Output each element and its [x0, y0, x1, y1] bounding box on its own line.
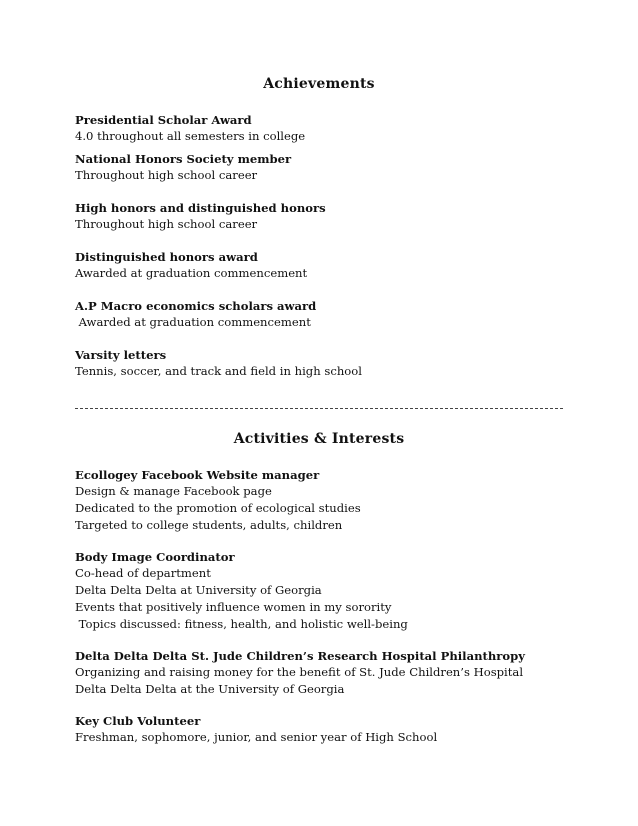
entry-title: Presidential Scholar Award	[75, 113, 252, 127]
activities-entry	[75, 467, 595, 534]
entry-detail: Awarded at graduation commencement	[75, 266, 308, 280]
achievements-entry	[75, 298, 595, 331]
activities-entry	[75, 648, 595, 698]
entry-detail: Awarded at graduation commencement	[75, 315, 311, 329]
entry-title: Distinguished honors award	[75, 250, 258, 264]
entry-title: High honors and distinguished honors	[75, 201, 326, 215]
achievements-heading: Achievements	[263, 76, 375, 92]
achievements-entry	[75, 347, 595, 380]
entry-title: National Honors Society member	[75, 152, 292, 166]
activities-list	[75, 467, 595, 761]
entry-detail: Throughout high school career	[75, 217, 258, 231]
achievements-list	[75, 112, 595, 396]
activities-entry	[75, 549, 595, 633]
entry-title: Key Club Volunteer	[75, 714, 201, 728]
entry-detail: Design & manage Facebook page	[75, 484, 272, 498]
activities-heading: Activities & Interests	[233, 431, 405, 447]
entry-title: Ecollogey Facebook Website manager	[75, 468, 320, 482]
entry-detail: Delta Delta Delta at the University of Georgia	[75, 682, 345, 696]
activities-entry	[75, 713, 595, 746]
entry-detail: Delta Delta Delta at University of Georgia	[75, 583, 322, 597]
achievements-entry	[75, 200, 595, 233]
entry-detail: Dedicated to the promotion of ecological studies	[75, 501, 361, 515]
entry-title: Varsity letters	[75, 348, 167, 362]
entry-detail: Co-head of department	[75, 566, 211, 580]
achievements-entry	[75, 151, 595, 184]
entry-detail: Freshman, sophomore, junior, and senior year of High School	[75, 730, 438, 744]
entry-detail: Targeted to college students, adults, children	[75, 518, 343, 532]
entry-detail: Organizing and raising money for the benefit of St. Jude Children’s Hospital	[75, 665, 524, 679]
entry-title: Delta Delta Delta St. Jude Children’s Research Hospital Philanthropy	[75, 649, 525, 663]
entry-detail: Throughout high school career	[75, 168, 258, 182]
entry-title: Body Image Coordinator	[75, 550, 235, 564]
entry-detail: 4.0 throughout all semesters in college	[75, 129, 306, 143]
entry-detail: Events that positively influence women in my sorority	[75, 600, 392, 614]
achievements-entry	[75, 249, 595, 282]
entry-detail: Tennis, soccer, and track and field in high school	[75, 364, 362, 378]
entry-detail: Topics discussed: fitness, health, and holistic well-being	[75, 617, 408, 631]
achievements-entry	[75, 112, 595, 145]
section-divider	[75, 408, 563, 409]
entry-title: A.P Macro economics scholars award	[75, 299, 317, 313]
